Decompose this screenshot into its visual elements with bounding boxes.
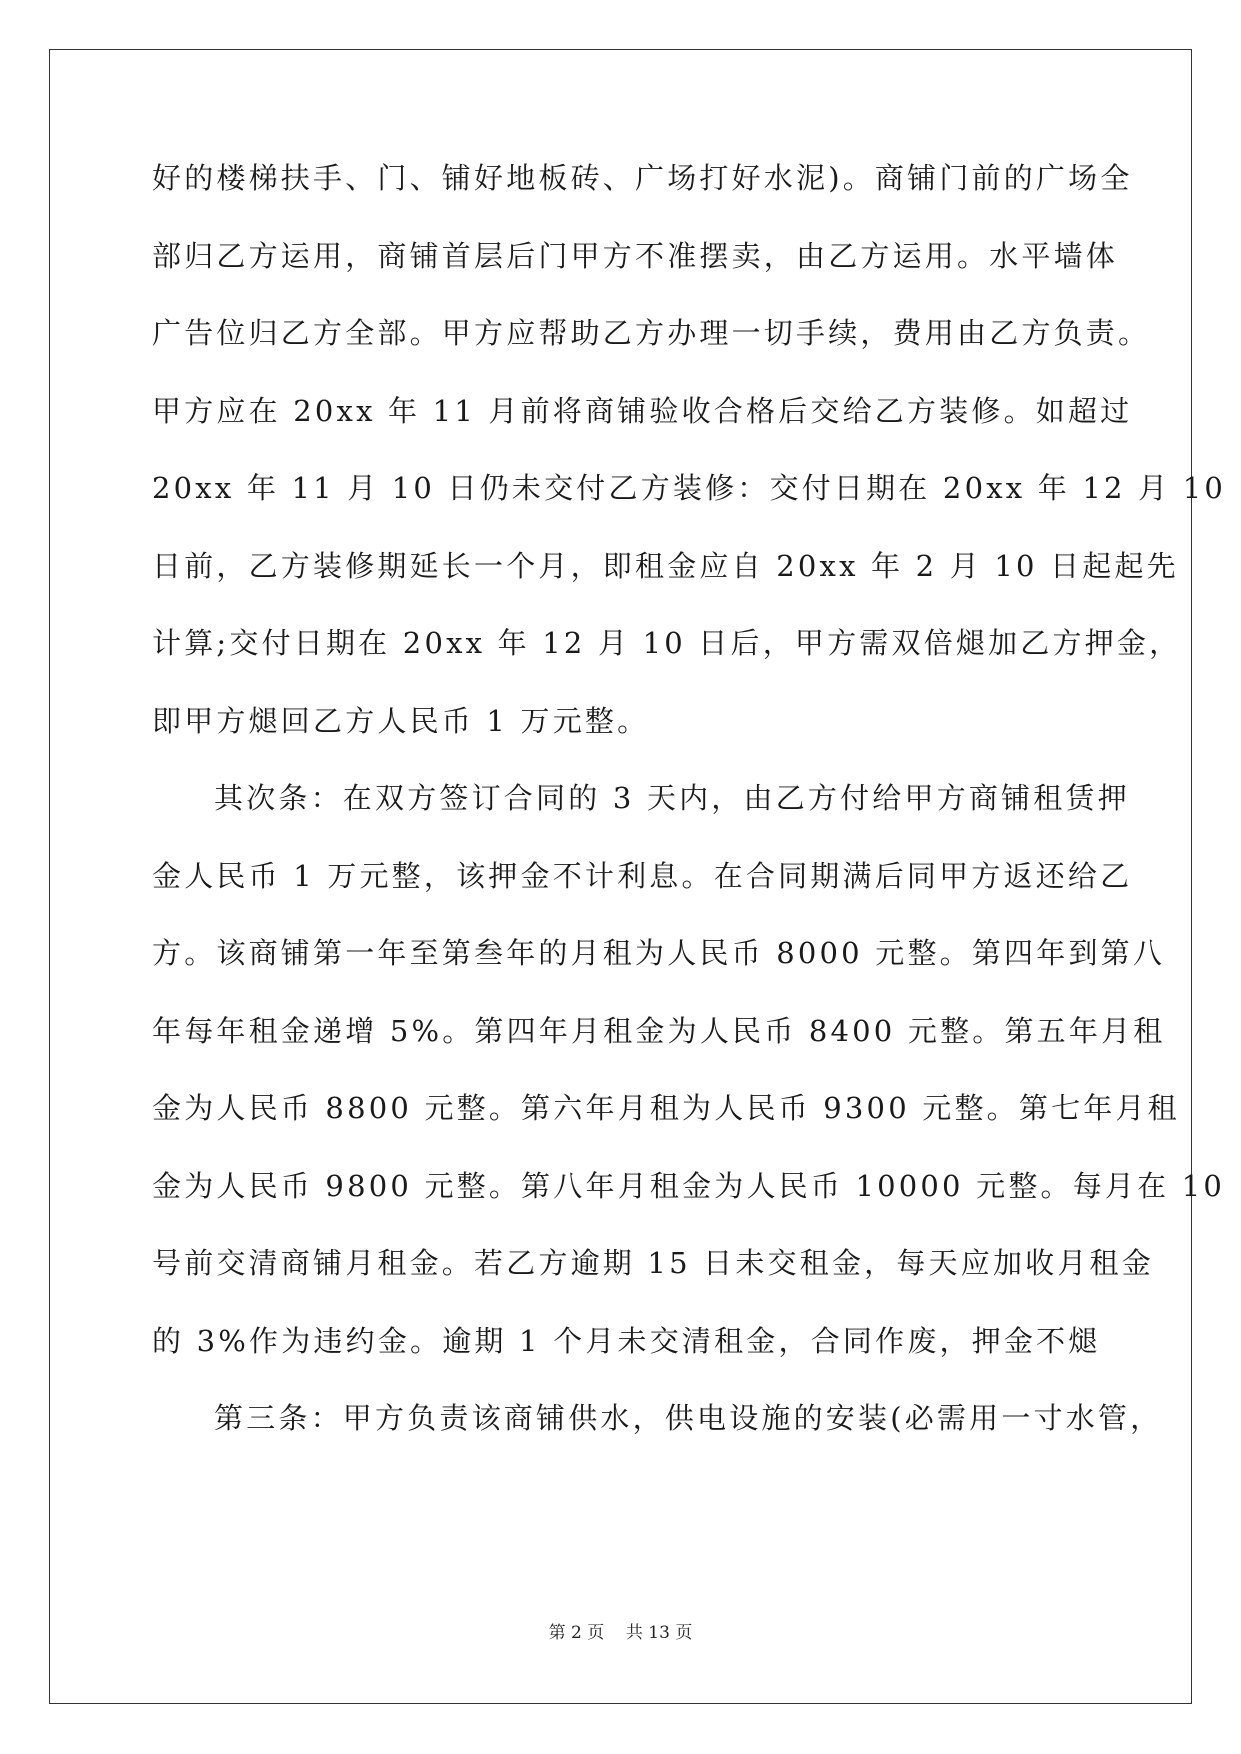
text-line: 号前交清商铺月租金。若乙方逾期 15 日未交租金，每天应加收月租金 (152, 1246, 1154, 1280)
text-line: 的 3%作为违约金。逾期 1 个月未交清租金，合同作废，押金不煺 (152, 1323, 1101, 1358)
text-line: 好的楼梯扶手、门、铺好地板砖、广场打好水泥)。商铺门前的广场全 (152, 161, 1133, 195)
text-line: 计算;交付日期在 20xx 年 12 月 10 日后，甲方需双倍煺加乙方押金， (152, 626, 1182, 660)
text-line: 金为人民币 9800 元整。第八年月租金为人民币 10000 元整。每月在 10 (152, 1168, 1226, 1203)
paragraph-start-line: 其次条：在双方签订合同的 3 天内，由乙方付给甲方商铺租赁押 (214, 781, 1130, 815)
text-line: 金为人民币 8800 元整。第六年月租为人民币 9300 元整。第七年月租 (152, 1091, 1180, 1125)
text-line: 方。该商铺第一年至第叁年的月租为人民币 8000 元整。第四年到第八 (152, 936, 1166, 970)
text-line: 年每年租金递增 5%。第四年月租金为人民币 8400 元整。第五年月租 (152, 1013, 1166, 1048)
text-line: 日前，乙方装修期延长一个月，即租金应自 20xx 年 2 月 10 日起起先 (152, 548, 1179, 583)
text-line: 即甲方煺回乙方人民币 1 万元整。 (152, 703, 650, 738)
text-line: 部归乙方运用，商铺首层后门甲方不准摆卖，由乙方运用。水平墙体 (152, 238, 1119, 273)
text-line: 甲方应在 20xx 年 11 月前将商铺验收合格后交给乙方装修。如超过 (152, 393, 1133, 428)
document-body (152, 158, 1227, 1476)
text-line: 20xx 年 11 月 10 日仍未交付乙方装修：交付日期在 20xx 年 12 月 10 (152, 471, 1227, 505)
text-line: 广告位归乙方全部。甲方应帮助乙方办理一切手续，费用由乙方负责。 (152, 316, 1151, 350)
page-number-footer: 第 2 页 共 13 页 (548, 1623, 693, 1643)
paragraph-start-line: 第三条：甲方负责该商铺供水，供电设施的安装(必需用一寸水管， (214, 1401, 1163, 1435)
text-line: 金人民币 1 万元整，该押金不计利息。在合同期满后同甲方返还给乙 (152, 858, 1133, 893)
